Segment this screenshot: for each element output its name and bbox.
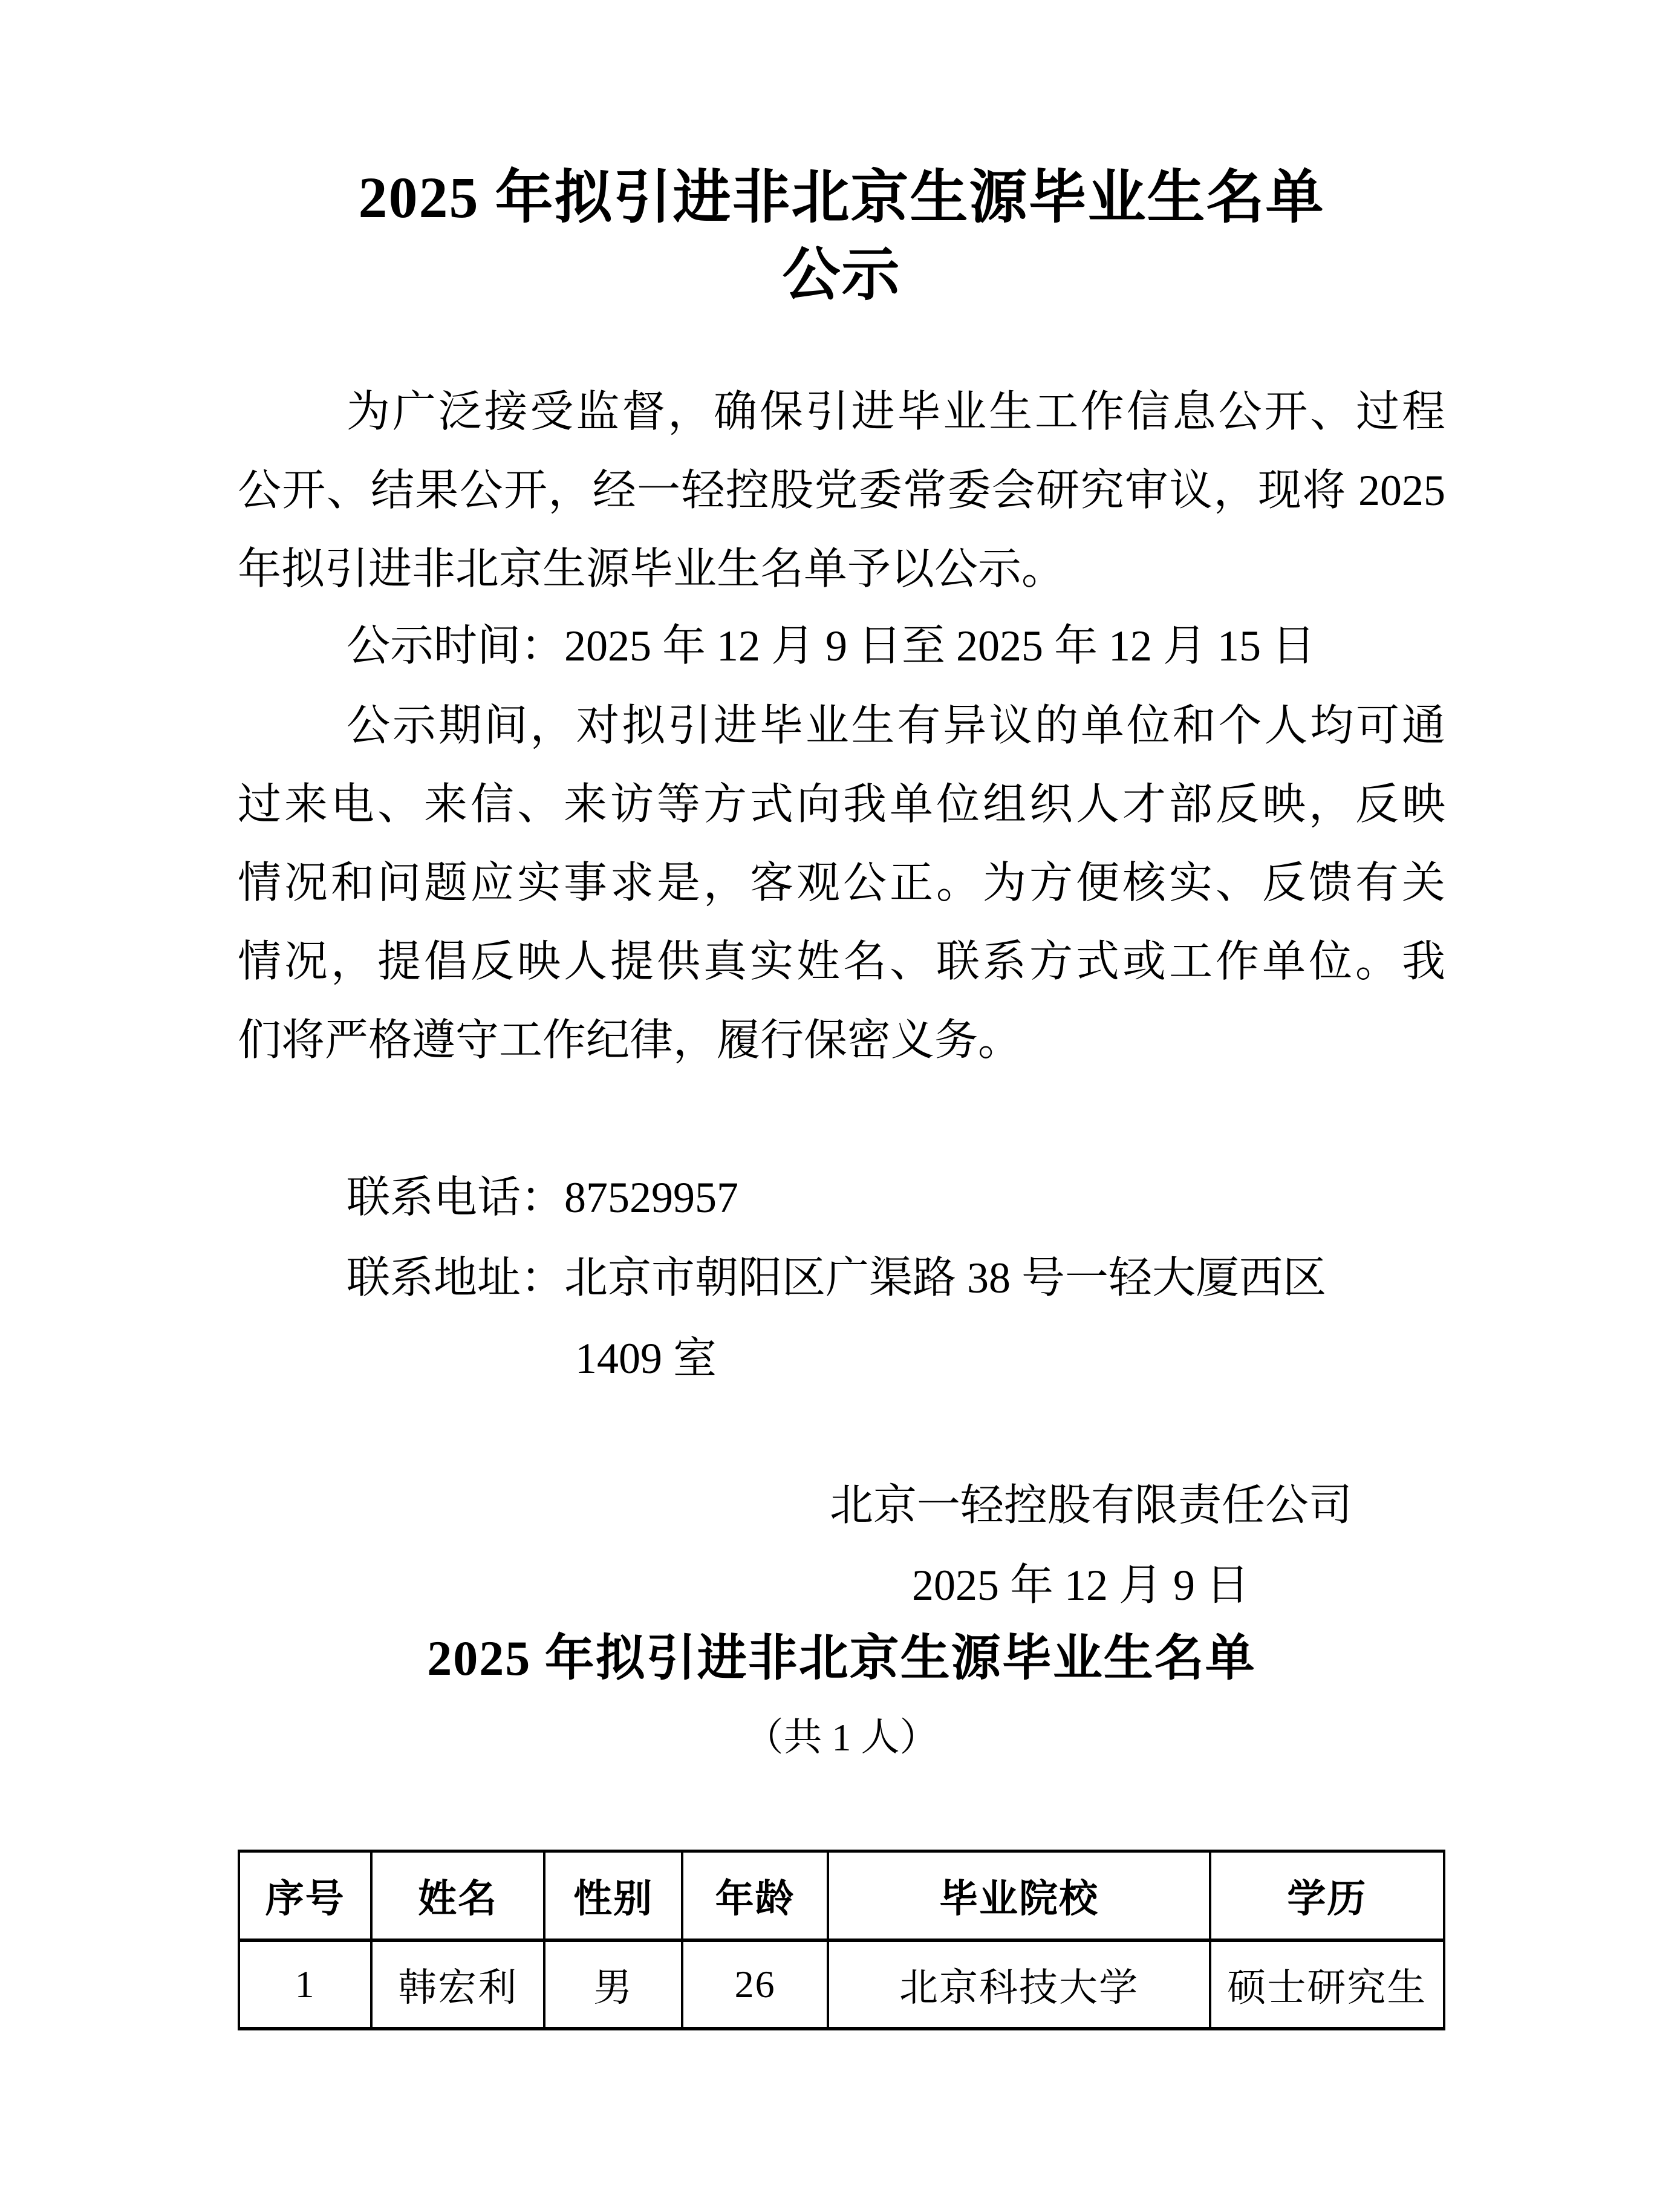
paragraph-objection-line-2: 过来电、来信、来访等方式向我单位组织人才部反映，反映 — [238, 780, 1445, 829]
column-header-name: 姓名 — [370, 1853, 543, 1939]
contact-address-line-1: 联系地址：北京市朝阳区广渠路 38 号一轻大厦西区 — [347, 1254, 1327, 1302]
roster-heading: 2025 年拟引进非北京生源毕业生名单 — [427, 1631, 1256, 1686]
signature-company-line: 北京一轻控股有限责任公司 — [829, 1481, 1352, 1530]
signature-date-line: 2025 年 12 月 9 日 — [911, 1561, 1249, 1609]
cell-degree: 硕士研究生 — [1209, 1942, 1443, 2027]
paragraph-objection-line-1: 公示期间，对拟引进毕业生有异议的单位和个人均可通 — [347, 702, 1445, 750]
cell-age: 26 — [681, 1942, 827, 2027]
paragraph-intro-line-1: 为广泛接受监督，确保引进毕业生工作信息公开、过程 — [347, 388, 1445, 436]
roster-count-note: （共 1 人） — [744, 1716, 939, 1759]
notice-title-line-1: 2025 年拟引进非北京生源毕业生名单 — [358, 165, 1325, 230]
publicity-time-line: 公示时间：2025 年 12 月 9 日至 2025 年 12 月 15 日 — [347, 622, 1316, 670]
cell-name: 韩宏利 — [370, 1942, 543, 2027]
paragraph-intro-line-3: 年拟引进非北京生源毕业生名单予以公示。 — [238, 545, 1066, 593]
column-header-degree: 学历 — [1209, 1853, 1443, 1939]
roster-table — [238, 1850, 1445, 2030]
column-header-gender: 性别 — [543, 1853, 681, 1939]
paragraph-objection — [238, 686, 1445, 1080]
column-header-school: 毕业院校 — [827, 1853, 1209, 1939]
column-header-no: 序号 — [265, 1877, 345, 1920]
contact-block — [238, 1158, 1445, 1399]
cell-gender: 男 — [543, 1942, 681, 2027]
table-row — [240, 1942, 1443, 2027]
notice-title — [238, 159, 1445, 314]
paragraph-objection-line-5: 们将严格遵守工作纪律，履行保密义务。 — [238, 1016, 1022, 1065]
paragraph-intro — [238, 373, 1445, 608]
table-header-row — [240, 1853, 1443, 1942]
notice-title-line-2: 公示 — [782, 243, 901, 307]
paragraph-intro-line-2: 公开、结果公开，经一轻控股党委常委会研究审议，现将 2025 — [238, 466, 1445, 515]
paragraph-objection-line-4: 情况，提倡反映人提供真实姓名、联系方式或工作单位。我 — [238, 937, 1445, 986]
column-header-age: 年龄 — [681, 1853, 827, 1939]
cell-school: 北京科技大学 — [827, 1942, 1209, 2027]
contact-phone-line: 联系电话：87529957 — [347, 1173, 739, 1222]
paragraph-objection-line-3: 情况和问题应实事求是，客观公正。为方便核实、反馈有关 — [238, 859, 1445, 907]
contact-address-line-2: 1409 室 — [575, 1334, 717, 1383]
cell-no: 1 — [295, 1963, 316, 2006]
